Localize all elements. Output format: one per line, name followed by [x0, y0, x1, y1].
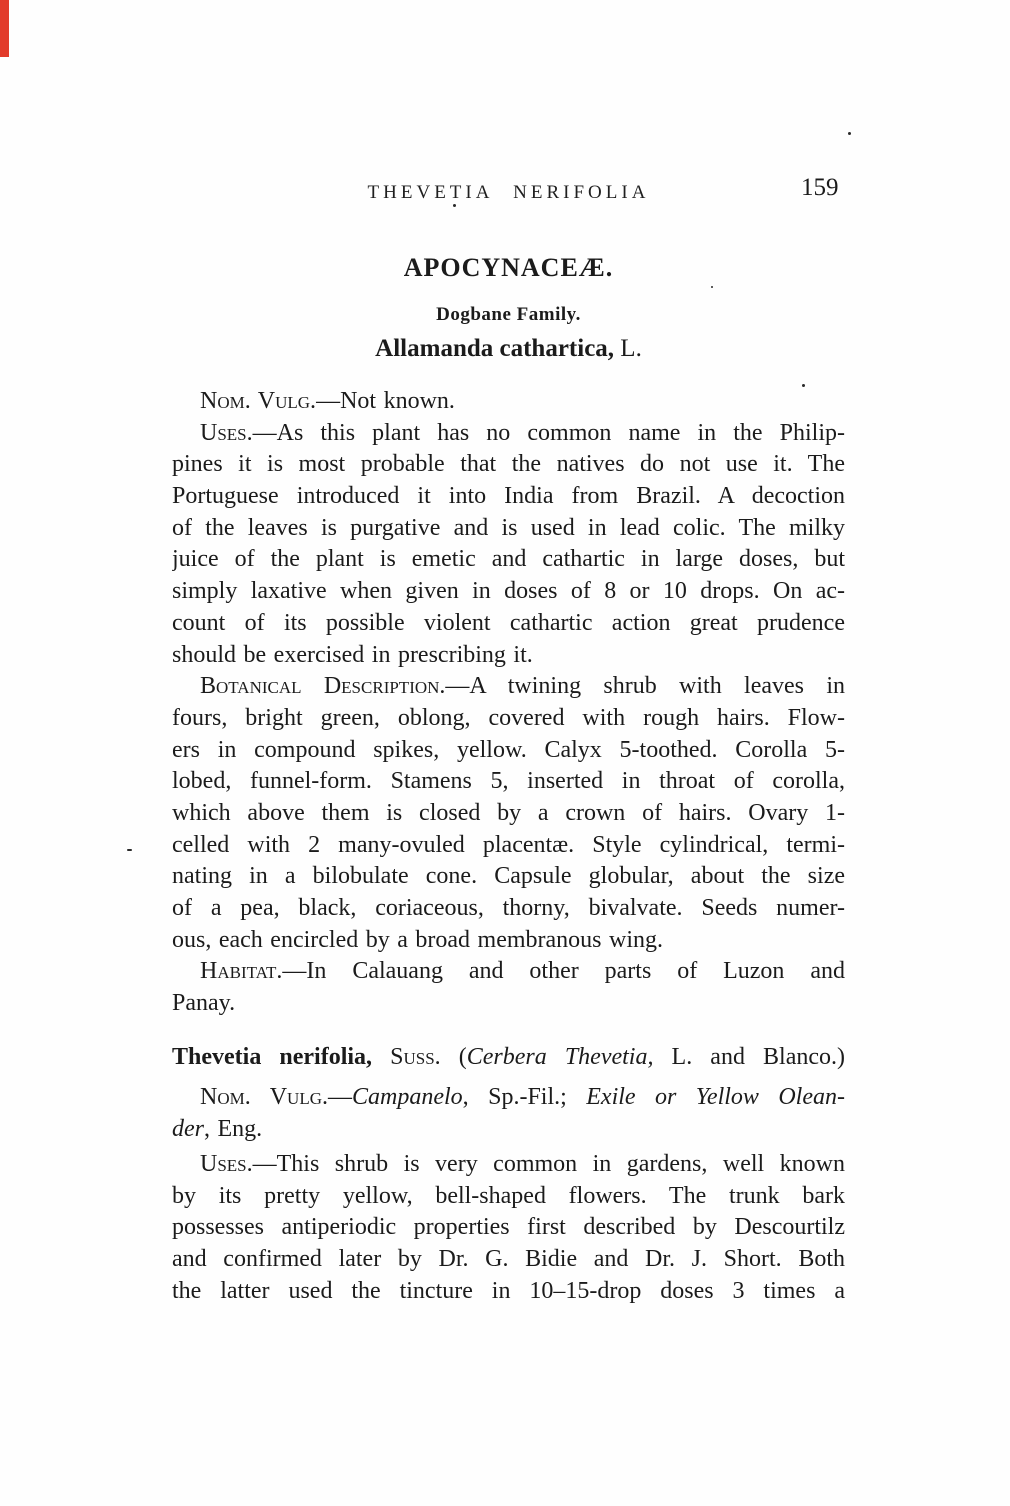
text: L. and Blanco.) [653, 1044, 845, 1070]
text-line [172, 449, 845, 481]
text: simply laxative when given in doses of 8 or 10 drops. On ac- [172, 578, 845, 605]
text-line [172, 925, 845, 957]
text: juice of the plant is emetic and cathartic in large doses, but [172, 546, 845, 573]
text-line [172, 544, 845, 576]
article-thevetia-uses [172, 1149, 845, 1307]
text: which above them is closed by a crown of hairs. Ovary 1- [172, 799, 845, 826]
species-heading-allamanda [172, 335, 845, 363]
italic-text: Cerbera Thevetia, [466, 1044, 654, 1070]
text-line [172, 576, 845, 608]
family-common-name-heading: Dogbane Family. [436, 304, 581, 325]
smallcaps-text: Botanical Description. [200, 673, 446, 700]
text: Portuguese introduced it into India from Brazil. A decoction [172, 483, 845, 510]
text: lobed, funnel-form. Stamens 5, inserted in throat of corolla, [172, 768, 845, 795]
text-line [172, 735, 845, 767]
ink-speck [453, 204, 456, 207]
text-line [172, 513, 845, 545]
species-name-bold: Allamanda cathartica, [375, 335, 615, 362]
species-author: L. [614, 335, 642, 362]
text: possesses antiperiodic properties first described by Descourtilz [172, 1214, 845, 1241]
text: count of its possible violent cathartic action great prudence [172, 609, 845, 636]
text-line [172, 893, 845, 925]
text-line [172, 608, 845, 640]
article-thevetia-nom-vulg [172, 1082, 845, 1145]
text-line [172, 1082, 845, 1114]
text-line [172, 386, 845, 418]
text: ous, each encircled by a broad membranous wing. [172, 926, 664, 953]
text: —This shrub is very common in gardens, well known [252, 1151, 845, 1177]
text: should be exercised in prescribing it. [172, 641, 533, 668]
text-line [172, 861, 845, 893]
text-line [172, 766, 845, 798]
ink-speck [848, 132, 851, 135]
text: —In Calauang and other parts of Luzon and [282, 958, 845, 985]
italic-text: der [172, 1115, 204, 1142]
text-line [172, 1042, 845, 1074]
article-allamanda-text [172, 386, 845, 1020]
smallcaps-text: Suss. [390, 1044, 441, 1070]
smallcaps-text: Nom. Vulg. [200, 1084, 328, 1110]
smallcaps-text: Uses. [200, 419, 253, 446]
page-number: 159 [801, 174, 839, 201]
text: and confirmed later by Dr. G. Bidie and Dr. J. Short. Both [172, 1246, 845, 1273]
smallcaps-text: Habitat. [200, 958, 283, 985]
text-line [172, 1212, 845, 1244]
text: fours, bright green, oblong, covered with rough hairs. Flow- [172, 704, 845, 731]
text-line [172, 1114, 845, 1146]
italic-text: Campanelo [352, 1084, 463, 1110]
scan-artifact-red-bar [0, 0, 9, 57]
text: ers in compound spikes, yellow. Calyx 5-toothed. Corolla 5- [172, 736, 845, 763]
text: , Sp.-Fil.; [462, 1084, 587, 1110]
text: of the leaves is purgative and is used in lead colic. The milky [172, 514, 845, 541]
text-line [172, 418, 845, 450]
text: —As this plant has no common name in the Philip- [252, 419, 845, 446]
text: celled with 2 many-ovuled placentæ. Style cylindrical, termi- [172, 831, 845, 858]
text-line [172, 1181, 845, 1213]
text-line [172, 703, 845, 735]
ink-speck [711, 286, 713, 288]
text-line [172, 671, 845, 703]
text: — [328, 1084, 352, 1110]
text-line [172, 1149, 845, 1181]
text-line [172, 640, 845, 672]
text: , Eng. [204, 1115, 263, 1142]
species-heading-thevetia [172, 1042, 845, 1074]
text-line [172, 956, 845, 988]
text-line [172, 988, 845, 1020]
text: —A twining shrub with leaves in [445, 673, 845, 700]
text: by its pretty yellow, bell-shaped flowers. The trunk bark [172, 1182, 845, 1209]
smallcaps-text: Uses. [200, 1151, 253, 1177]
text [372, 1044, 390, 1070]
text-line [172, 1244, 845, 1276]
ink-speck [127, 849, 132, 851]
text: —Not known. [316, 388, 455, 414]
running-head: THEVETIA NERIFOLIA [367, 182, 650, 203]
text: nating in a bilobulate cone. Capsule globular, about the size [172, 863, 845, 890]
text: pines it is most probable that the natives do not use it. The [172, 451, 845, 478]
text-line [172, 481, 845, 513]
text-line [172, 1276, 845, 1308]
text: ( [440, 1044, 467, 1070]
text: of a pea, black, coriaceous, thorny, bivalvate. Seeds numer- [172, 895, 845, 921]
smallcaps-text: Nom. Vulg. [200, 388, 317, 414]
bold-text: Thevetia nerifolia, [172, 1044, 373, 1070]
family-heading: APOCYNACEÆ. [403, 253, 614, 282]
text-line [172, 830, 845, 862]
italic-text: Exile or Yellow Olean- [586, 1084, 845, 1110]
text: the latter used the tincture in 10–15-drop doses 3 times a [172, 1277, 845, 1304]
text-line [172, 798, 845, 830]
text: Panay. [172, 990, 236, 1017]
